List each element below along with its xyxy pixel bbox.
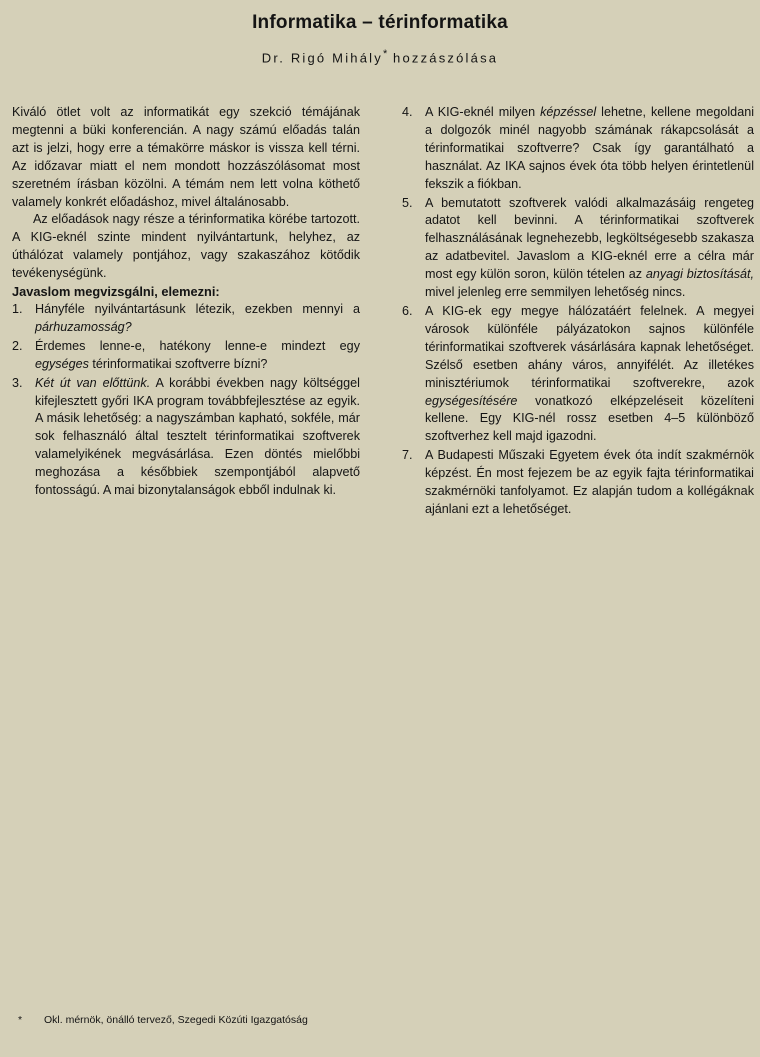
item-text: A KIG-eknél milyen [425, 105, 541, 119]
item-number: 7. [402, 448, 413, 463]
article-title: Informatika – térinformatika [252, 12, 508, 33]
list-item [402, 195, 754, 302]
footnote-reference-mark: * [382, 48, 388, 60]
footnote-mark: * [18, 1014, 23, 1026]
item-text: A bemutatott szoftverek valódi alkalmazásáig rengeteg adatot kell bevinni. A térinformatikai szoftverek felhasználásának legnehezebb, legköltségesebb szakasza az adatbevitel. Javaslom a KIG-eknél erre a célra már most egy külön soron, külön tételen az [425, 195, 754, 282]
list-item [402, 104, 754, 194]
footnote-text: Okl. mérnök, önálló tervező, Szegedi Közúti Igazgatóság [44, 1014, 308, 1026]
right-column [402, 104, 754, 520]
item-emphasis: párhuzamosság? [35, 319, 132, 334]
item-text: Érdemes lenne-e, hatékony lenne-e mindezt egy [35, 338, 360, 353]
item-emphasis: egységesítésére [425, 393, 518, 408]
item-emphasis: képzéssel [540, 105, 597, 119]
item-text-continued: mivel jelenleg erre semmilyen lehetőség nincs. [425, 285, 686, 300]
article-byline [0, 48, 760, 65]
list-item [12, 338, 360, 374]
list-item [12, 375, 360, 500]
author-name: Dr. Rigó Mihály [261, 50, 383, 66]
item-number: 3. [12, 375, 23, 390]
intro-paragraph: Kiváló ötlet volt az informatikát egy szekció témájának megtenni a büki konferencián. A nagy számú előadás talán azt is jelzi, hogy erre a témakörre máskor is vissza kell térni. Az időzavar miatt el nem mondott hozzászólásomat most szeretném írásban közölni. A témám nem lett volna köthető valamely konkrét előadáshoz, mivel általánosabb. [12, 105, 360, 209]
proposal-heading: Javaslom megvizsgálni, elemezni: [12, 284, 220, 300]
item-text: Hányféle nyilvántartásunk létezik, ezekben mennyi a [35, 301, 360, 316]
left-column [12, 104, 360, 501]
second-paragraph: Az előadások nagy része a térinformatika körébe tartozott. A KIG-eknél szinte mindent nyilvántartunk, helyhez, az úthálózat valamely pontjához, vagy szakaszához kötődik tevékenységünk. [12, 212, 360, 281]
item-number: 5. [402, 195, 413, 210]
item-number: 2. [12, 338, 23, 353]
item-emphasis: anyagi biztosítását, [645, 267, 754, 282]
list-item [402, 303, 754, 446]
item-text: A KIG-ek egy megye hálózatáért felelnek. A megyei városok különféle pályázatokon sajnos különféle térinformatikai szoftverek vásárlására kapnak lehetőséget. Szélső esetben ahány város, annyifélét. Az illetékes minisztériumok térinformatikai szoftverekre, azok [425, 303, 754, 390]
item-emphasis: egységes [35, 356, 89, 371]
item-text-continued: vonatkozó elképzeléseit közelíteni kellene. Egy KIG-nél rossz esetben 4–5 különböző szoftverhez kell majd igazodni. [425, 393, 754, 444]
proposal-list-right [402, 104, 754, 519]
item-text-continued: térinformatikai szoftverre bízni? [88, 356, 268, 371]
list-item [402, 447, 754, 519]
item-number: 4. [402, 105, 413, 119]
item-text: A Budapesti Műszaki Egyetem évek óta indít szakmérnök képzést. Én most fejezem be az egyik fajta térinformatikai szakmérnöki tanfolyamot. Ez alapján tudom a kollégáknak ajánlani ezt a lehetőséget. [425, 448, 754, 516]
item-emphasis: Két út van előttünk. [35, 375, 151, 390]
item-number: 6. [402, 303, 413, 318]
item-text-continued: A korábbi években nagy költséggel kifejlesztett győri IKA program továbbfejlesztése az egyik. A másik lehetőség: a nagyszámban kapható, sokféle, már sok felhasználó által tesztelt térinformatikai szoftverek valamelyikének megvásárlása. Ezen döntés mielőbbi meghozása a későbbiek szempontjából alapvető fontosságú. A mai bizonytalanságok ebből indulnak ki. [35, 375, 360, 498]
footnote [18, 1014, 308, 1026]
proposal-list-left [12, 301, 360, 500]
byline-suffix: hozzászólása [387, 50, 499, 66]
item-text-continued: lehetne, kellene megoldani a dolgozók minél nagyobb számának rákapcsolását a térinformatikai szoftverre? Csak így garantálható a használat. Az IKA sajnos évek óta több helyen érintetlenül fekszik a fiókban. [425, 105, 754, 191]
list-item [12, 301, 360, 337]
item-number: 1. [12, 301, 23, 316]
